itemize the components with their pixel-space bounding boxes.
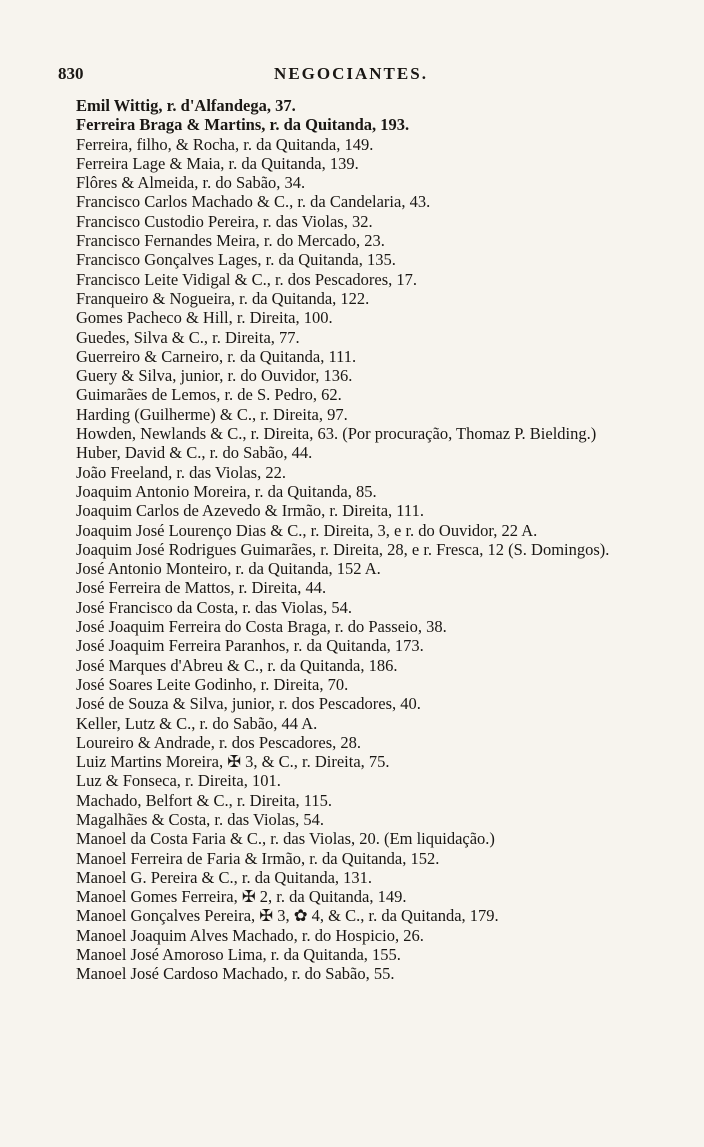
list-item: Manoel José Amoroso Lima, r. da Quitanda, 155. <box>76 945 401 965</box>
list-item: Manoel da Costa Faria & C., r. das Violas, 20. (Em liquidação.) <box>76 829 495 849</box>
list-item: Gomes Pacheco & Hill, r. Direita, 100. <box>76 308 333 328</box>
list-item: Francisco Carlos Machado & C., r. da Candelaria, 43. <box>76 192 431 212</box>
list-item: Luiz Martins Moreira, ✠ 3, & C., r. Direita, 75. <box>76 752 390 772</box>
list-item: Emil Wittig, r. d'Alfandega, 37. <box>76 96 296 115</box>
list-item: Harding (Guilherme) & C., r. Direita, 97. <box>76 404 348 424</box>
list-item: Flôres & Almeida, r. do Sabão, 34. <box>76 173 306 193</box>
list-item: José Ferreira de Mattos, r. Direita, 44. <box>76 578 327 598</box>
list-item: José Joaquim Ferreira Paranhos, r. da Quitanda, 173. <box>76 636 424 656</box>
page-number: 830 <box>58 64 84 83</box>
list-item: Francisco Leite Vidigal & C., r. dos Pescadores, 17. <box>76 269 418 289</box>
list-item: Francisco Gonçalves Lages, r. da Quitanda, 135. <box>76 250 396 270</box>
list-item: Francisco Fernandes Meira, r. do Mercado, 23. <box>76 231 385 251</box>
page-title: NEGOCIANTES. <box>274 64 428 83</box>
list-item: Manoel Joaquim Alves Machado, r. do Hospicio, 26. <box>76 925 424 945</box>
list-item: Guery & Silva, junior, r. do Ouvidor, 136. <box>76 366 353 386</box>
list-item: Luz & Fonseca, r. Direita, 101. <box>76 771 281 791</box>
list-item: Joaquim Antonio Moreira, r. da Quitanda, 85. <box>76 481 377 501</box>
list-item: Franqueiro & Nogueira, r. da Quitanda, 122. <box>76 288 370 308</box>
list-item: Machado, Belfort & C., r. Direita, 115. <box>76 790 332 810</box>
list-item: Huber, David & C., r. do Sabão, 44. <box>76 443 313 463</box>
list-item: Manoel José Cardoso Machado, r. do Sabão, 55. <box>76 964 395 984</box>
list-item: Manoel Gonçalves Pereira, ✠ 3, ✿ 4, & C., r. da Quitanda, 179. <box>76 906 499 926</box>
list-item: Ferreira, filho, & Rocha, r. da Quitanda, 149. <box>76 134 374 154</box>
list-item: Ferreira Lage & Maia, r. da Quitanda, 139. <box>76 153 359 173</box>
list-item: Joaquim José Lourenço Dias & C., r. Direita, 3, e r. do Ouvidor, 22 A. <box>76 520 538 540</box>
list-item: Guimarães de Lemos, r. de S. Pedro, 62. <box>76 385 342 405</box>
list-item: Joaquim Carlos de Azevedo & Irmão, r. Direita, 111. <box>76 501 424 521</box>
merchant-list <box>76 96 666 984</box>
list-item: José Joaquim Ferreira do Costa Braga, r. do Passeio, 38. <box>76 617 447 637</box>
list-item: Guedes, Silva & C., r. Direita, 77. <box>76 327 300 347</box>
list-item: Manoel G. Pereira & C., r. da Quitanda, 131. <box>76 867 373 887</box>
list-item: Manoel Ferreira de Faria & Irmão, r. da Quitanda, 152. <box>76 848 440 868</box>
list-item: Loureiro & Andrade, r. dos Pescadores, 28. <box>76 732 362 752</box>
list-item: Ferreira Braga & Martins, r. da Quitanda, 193. <box>76 115 410 135</box>
list-item: José Antonio Monteiro, r. da Quitanda, 152 A. <box>76 559 381 579</box>
list-item: Joaquim José Rodrigues Guimarães, r. Direita, 28, e r. Fresca, 12 (S. Domingos). <box>76 539 610 559</box>
list-item: Guerreiro & Carneiro, r. da Quitanda, 111. <box>76 346 357 366</box>
list-item: João Freeland, r. das Violas, 22. <box>76 462 286 482</box>
list-item: José Marques d'Abreu & C., r. da Quitanda, 186. <box>76 655 398 675</box>
page-header <box>58 64 644 90</box>
list-item: Magalhães & Costa, r. das Violas, 54. <box>76 809 325 829</box>
list-item: Francisco Custodio Pereira, r. das Violas, 32. <box>76 211 373 231</box>
list-item: José Soares Leite Godinho, r. Direita, 70. <box>76 674 349 694</box>
list-item: Howden, Newlands & C., r. Direita, 63. (Por procuração, Thomaz P. Bielding.) <box>76 424 597 444</box>
list-item: José Francisco da Costa, r. das Violas, 54. <box>76 597 352 617</box>
list-item: José de Souza & Silva, junior, r. dos Pescadores, 40. <box>76 694 421 714</box>
list-item: Keller, Lutz & C., r. do Sabão, 44 A. <box>76 713 318 733</box>
list-item: Manoel Gomes Ferreira, ✠ 2, r. da Quitanda, 149. <box>76 887 407 907</box>
